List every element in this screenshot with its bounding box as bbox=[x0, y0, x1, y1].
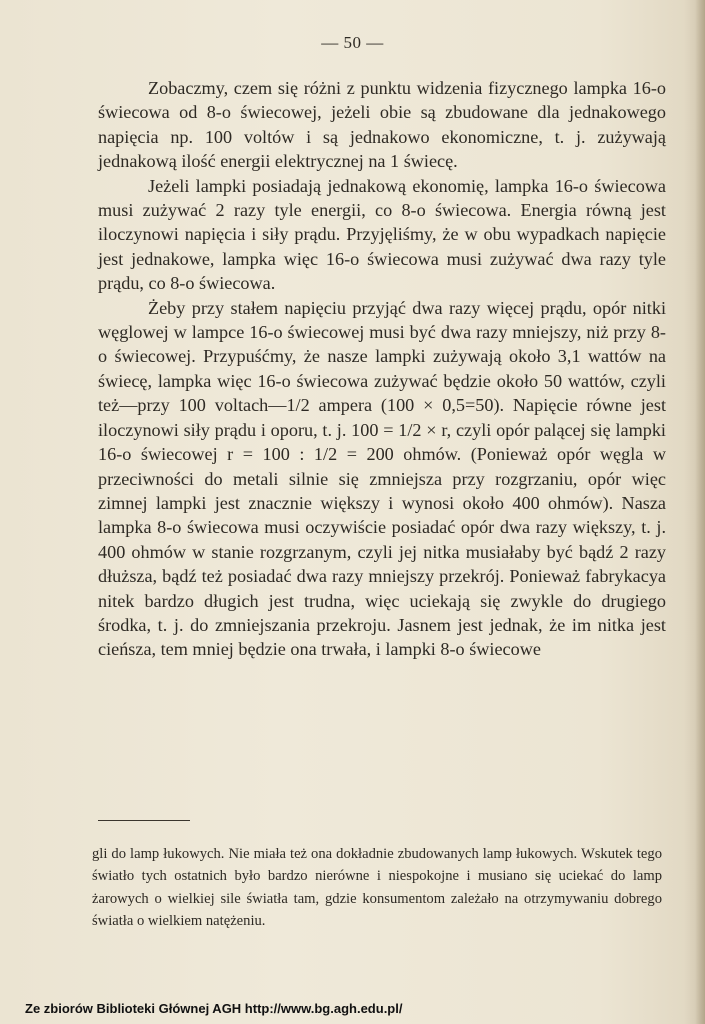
main-text bbox=[98, 76, 666, 662]
footnote-separator bbox=[98, 820, 190, 821]
paragraph-3: Żeby przy stałem napięciu przyjąć dwa razy więcej prądu, opór nitki węglowej w lampce 16-o świecowej musi być dwa razy mniejszy, niż przy 8-o świecowej. Przypuśćmy, że nasze lampki zużywają około 3,1 wattów na świecę, lampka więc 16-o świecowa zużywać będzie około 50 wattów, czyli też—przy 100 voltach—1/2 ampera (100 × 0,5=50). Napięcie równe jest iloczynowi siły prądu i oporu, t. j. 100 = 1/2 × r, czyli opór palącej się lampki 16-o świecowej r = 100 : 1/2 = 200 ohmów. (Ponieważ opór węgla w przeciwności do metali silnie się zmniejsza przy rozgrzaniu, opór więc zimnej lampki jest znacznie większy i wynosi około 400 ohmów). Nasza lampka 8-o świecowa musi oczywiście posiadać opór dwa razy większy, t. j. 400 ohmów w stanie rozgrzanym, czyli jej nitka musiałaby być bądź 2 razy dłuższa, bądź też posiadać dwa razy mniejszy przekrój. Ponieważ fabrykacya nitek bardzo długich jest trudna, więc uciekają się zwykle do drugiego środka, t. j. do zmniejszania przekroju. Jasnem jest jednak, że im nitka jest cieńsza, tem mniej będzie ona trwała, i lampki 8-o świecowe bbox=[98, 297, 666, 660]
footnote: gli do lamp łukowych. Nie miała też ona dokładnie zbudowanych lamp łukowych. Wskutek tego światło tych ostatnich było bardzo nierówne i niespokojne i musiano się uciekać do lamp żarowych o wielkiej sile światła tam, gdzie konsumentom zależało na otrzymywaniu dobrego światła o wielkiem natężeniu. bbox=[92, 846, 662, 930]
library-credit: Ze zbiorów Biblioteki Głównej AGH http://www.bg.agh.edu.pl/ bbox=[25, 1001, 403, 1016]
page-edge-shadow bbox=[695, 0, 705, 1024]
page-number: — 50 — bbox=[321, 33, 384, 52]
paragraph-2: Jeżeli lampki posiadają jednakową ekonomię, lampka 16-o świecowa musi zużywać 2 razy tyle energii, co 8-o świecowa. Energia równą jest iloczynowi napięcia i siły prądu. Przyjęliśmy, że w obu wypadkach napięcie jest jednakowe, lampka więc 16-o świecowa musi zużywać dwa razy tyle prądu, co 8-o świecowa. bbox=[98, 175, 666, 294]
paragraph-1: Zobaczmy, czem się różni z punktu widzenia fizycznego lampka 16-o świecowa od 8-o świecowej, jeżeli obie są zbudowane dla jednakowego napięcia np. 100 voltów i są jednakowo ekonomiczne, t. j. zużywają jednakową ilość energii elektrycznej na 1 świecę. bbox=[98, 78, 666, 172]
